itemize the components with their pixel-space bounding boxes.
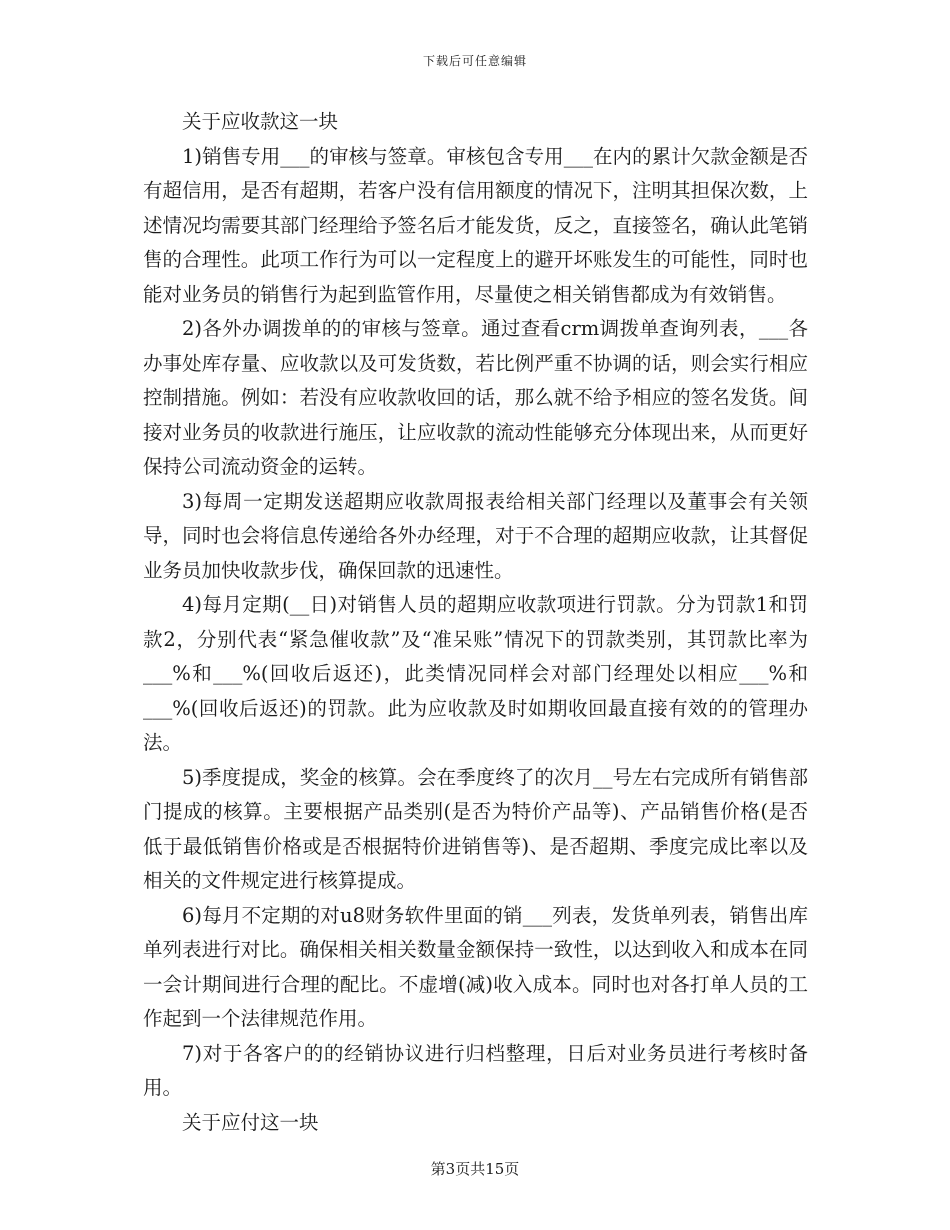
paragraph-item-3: 3)每周一定期发送超期应收款周报表给相关部门经理以及董事会有关领导，同时也会将信息传递给各外办经理，对于不合理的超期应收款，让其督促业务员加快收款步伐，确保回款的迅速性。 (143, 489, 808, 582)
paragraph-item-6: 6)每月不定期的对u8财务软件里面的销___列表，发货单列表，销售出库单列表进行对比。确保相关相关数量金额保持一致性，以达到收入和成本在同一会计期间进行合理的配比。不虚增(减)收入成本。同时也对各打单人员的工作起到一个法律规范作用。 (143, 903, 808, 1030)
paragraph-item-2: 2)各外办调拨单的的审核与签章。通过查看crm调拨单查询列表，___各办事处库存量、应收款以及可发货数，若比例严重不协调的话，则会实行相应控制措施。例如：若没有应收款收回的话，那么就不给予相应的签名发货。间接对业务员的收款进行施压，让应收款的流动性能够充分体现出来，从而更好保持公司流动资金的运转。 (143, 317, 808, 478)
paragraph-item-5: 5)季度提成，奖金的核算。会在季度终了的次月__号左右完成所有销售部门提成的核算。主要根据产品类别(是否为特价产品等)、产品销售价格(是否低于最低销售价格或是否根据特价进销售等)、是否超期、季度完成比率以及相关的文件规定进行核算提成。 (143, 765, 808, 892)
paragraph-item-4: 4)每月定期(__日)对销售人员的超期应收款项进行罚款。分为罚款1和罚款2，分别代表“紧急催收款”及“准呆账”情况下的罚款类别，其罚款比率为___%和___%(回收后返还)，此类情况同样会对部门经理处以相应___%和___%(回收后返还)的罚款。此为应收款及时如期收回最直接有效的的管理办法。 (143, 593, 808, 754)
section-heading-receivables: 关于应收款这一块 (182, 110, 339, 133)
section-heading-payables: 关于应付这一块 (182, 1110, 319, 1134)
page-number-footer: 第3页共15页 (430, 1160, 520, 1178)
paragraph-item-7: 7)对于各客户的的经销协议进行归档整理，日后对业务员进行考核时备用。 (143, 1041, 808, 1099)
page-header-note: 下载后可任意编辑 (422, 54, 527, 68)
document-body (143, 105, 808, 1140)
paragraph-item-1: 1)销售专用___的审核与签章。审核包含专用___在内的累计欠款金额是否有超信用，是否有超期，若客户没有信用额度的情况下，注明其担保次数，上述情况均需要其部门经理给予签名后才能发货，反之，直接签名，确认此笔销售的合理性。此项工作行为可以一定程度上的避开坏账发生的可能性，同时也能对业务员的销售行为起到监管作用，尽量使之相关销售都成为有效销售。 (143, 144, 808, 306)
